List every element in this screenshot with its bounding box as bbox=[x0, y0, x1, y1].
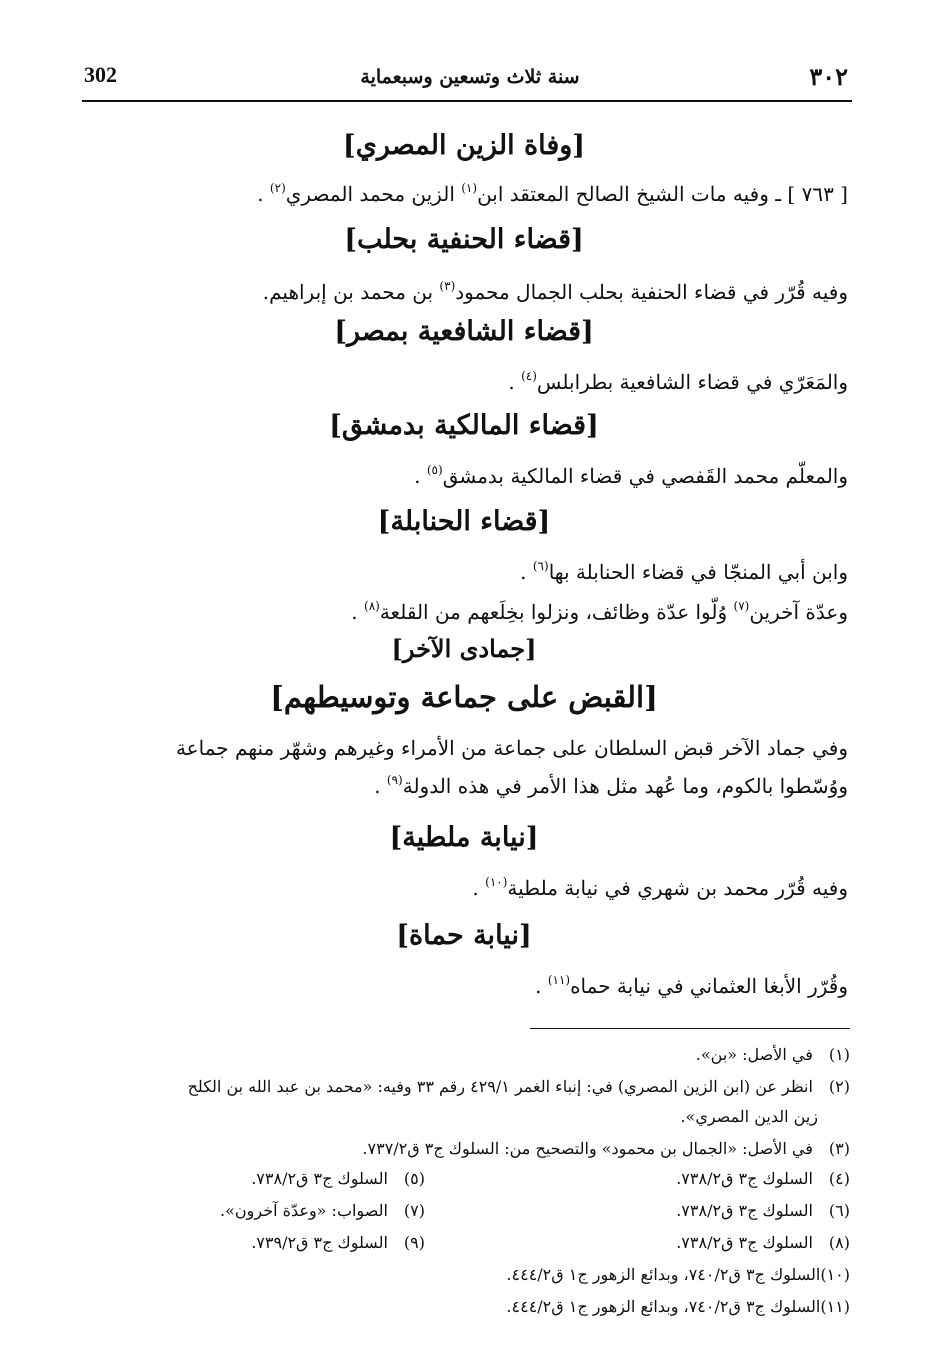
footnote-number: (١١) bbox=[820, 1297, 850, 1316]
header-rule bbox=[82, 100, 852, 102]
page-number-arabic: ٣٠٢ bbox=[809, 62, 848, 91]
footnote-number: (٦) bbox=[828, 1201, 850, 1220]
para-text: والمعلّم محمد القَفصي في قضاء المالكية بدمشق bbox=[442, 464, 848, 488]
footnote-number: (١٠) bbox=[820, 1265, 850, 1284]
footnote bbox=[220, 1196, 425, 1226]
footnote-ref: (٢) bbox=[269, 181, 286, 195]
para-end: . bbox=[472, 876, 486, 900]
paragraph bbox=[80, 594, 848, 630]
para-text: وفيه قُرّر في قضاء الحنفية بحلب الجمال محمود bbox=[455, 280, 848, 304]
paragraph bbox=[80, 554, 848, 590]
footnote-number: (٥) bbox=[403, 1169, 425, 1188]
footnote bbox=[82, 1040, 850, 1070]
section-heading: [جمادى الآخر] bbox=[391, 634, 537, 663]
footnote-ref: (٨) bbox=[364, 599, 380, 613]
footnote-ref: (٤) bbox=[521, 369, 537, 383]
footnote-text: انظر عن (ابن الزين المصري) في: إنباء الغمر ٤٢٩/١ رقم ٣٣ وفيه: «محمد بن عبد الله بن الكلح bbox=[187, 1077, 813, 1096]
footnote-ref: (١١) bbox=[547, 973, 571, 987]
footnote-separator bbox=[530, 1028, 850, 1029]
paragraph bbox=[80, 274, 848, 310]
para-end: . bbox=[535, 974, 548, 998]
footnote bbox=[251, 1228, 425, 1258]
para-end: . bbox=[374, 774, 387, 798]
footnote-number: (٣) bbox=[828, 1139, 850, 1158]
running-title: سنة ثلاث وتسعين وسبعماية bbox=[360, 66, 580, 88]
footnote-text: السلوك ج٣ ق٧٣٨/٢. bbox=[251, 1169, 388, 1188]
section-heading: [قضاء الشافعية بمصر] bbox=[334, 316, 594, 347]
page-number-latin: 302 bbox=[84, 62, 117, 87]
footnote-ref: (١) bbox=[461, 181, 478, 195]
footnote-ref: (٣) bbox=[439, 279, 456, 293]
footnote-number: (١) bbox=[828, 1045, 850, 1064]
footnote-text: في الأصل: «بن». bbox=[695, 1045, 813, 1064]
footnote bbox=[82, 1134, 850, 1164]
footnote-ref: (٩) bbox=[386, 773, 403, 787]
section-heading: [وفاة الزين المصري] bbox=[342, 130, 586, 161]
footnote-row bbox=[82, 1164, 850, 1194]
section-heading: [قضاء المالكية بدمشق] bbox=[329, 410, 599, 441]
footnote-row bbox=[82, 1228, 850, 1258]
para-text: وُلّوا عدّة وظائف، ونزلوا بخِلَعهم من القلعة bbox=[379, 600, 734, 624]
footnote-row bbox=[82, 1196, 850, 1226]
footnote-text: في الأصل: «الجمال بن محمود» والتصحيح من: السلوك ج٣ ق٧٣٧/٢. bbox=[362, 1139, 813, 1158]
para-text: ووُسّطوا بالكوم، وما عُهد مثل هذا الأمر في هذه الدولة bbox=[402, 774, 848, 798]
section-heading: [نيابة ملطية] bbox=[389, 822, 539, 853]
section-heading: [قضاء الحنابلة] bbox=[377, 506, 551, 537]
paragraph bbox=[80, 730, 848, 766]
footnote-text: السلوك ج٣ ق٧٣٨/٢. bbox=[676, 1233, 813, 1252]
para-end: . bbox=[508, 370, 522, 394]
para-end: . bbox=[414, 464, 427, 488]
footnote-ref: (٦) bbox=[532, 559, 549, 573]
footnote-number: (٩) bbox=[403, 1233, 425, 1252]
footnote-number: (٢) bbox=[828, 1077, 850, 1096]
paragraph bbox=[80, 364, 848, 400]
paragraph bbox=[80, 968, 848, 1004]
para-text: وقُرّر الأبغا العثماني في نيابة حماه bbox=[570, 974, 848, 998]
para-text: وفي جماد الآخر قبض السلطان على جماعة من الأمراء وغيرهم وشهّر منهم جماعة bbox=[175, 736, 848, 760]
footnote bbox=[676, 1164, 850, 1194]
para-text: والمَعَرّي في قضاء الشافعية بطرابلس bbox=[536, 370, 848, 394]
footnote bbox=[82, 1260, 850, 1290]
footnote bbox=[82, 1292, 850, 1322]
para-end: . bbox=[351, 600, 364, 624]
footnote-text: السلوك ج٣ ق٧٤٠/٢، وبدائع الزهور ج١ ق٤٤٤/٢. bbox=[506, 1265, 821, 1284]
para-text: وفيه قُرّر محمد بن شهري في نيابة ملطية bbox=[507, 876, 848, 900]
para-text: وابن أبي المنجّا في قضاء الحنابلة بها bbox=[548, 560, 848, 584]
footnote-number: (٧) bbox=[403, 1201, 425, 1220]
paragraph bbox=[80, 870, 848, 906]
para-text: وعدّة آخرين bbox=[749, 600, 848, 624]
footnote-text: السلوك ج٣ ق٧٣٨/٢. bbox=[676, 1201, 813, 1220]
footnote-text: السلوك ج٣ ق٧٤٠/٢، وبدائع الزهور ج١ ق٤٤٤/٢. bbox=[506, 1297, 821, 1316]
footnote-ref: (٧) bbox=[733, 599, 750, 613]
para-end: . bbox=[257, 182, 270, 206]
para-text: الزين محمد المصري bbox=[285, 182, 462, 206]
footnote-number: (٨) bbox=[828, 1233, 850, 1252]
footnote-number: (٤) bbox=[828, 1169, 850, 1188]
section-heading: [القبض على جماعة وتوسيطهم] bbox=[270, 680, 658, 714]
footnote bbox=[82, 1072, 850, 1102]
footnote-ref: (١٠) bbox=[485, 875, 508, 889]
footnote bbox=[676, 1196, 850, 1226]
footnote bbox=[676, 1228, 850, 1258]
paragraph bbox=[80, 458, 848, 494]
section-heading: [نيابة حماة] bbox=[396, 920, 532, 951]
paragraph bbox=[80, 176, 848, 212]
section-heading: [قضاء الحنفية بحلب] bbox=[344, 224, 584, 255]
footnote bbox=[251, 1164, 425, 1194]
para-text: بن محمد بن إبراهيم. bbox=[262, 280, 440, 304]
footnote-text: السلوك ج٣ ق٧٣٨/٢. bbox=[676, 1169, 813, 1188]
footnote-ref: (٥) bbox=[426, 463, 443, 477]
para-text: [ ٧٦٣ ] ـ وفيه مات الشيخ الصالح المعتقد ابن bbox=[477, 182, 848, 206]
footnote-text: الصواب: «وعدّة آخرون». bbox=[220, 1201, 388, 1220]
footnote-continuation: زين الدين المصري». bbox=[680, 1107, 818, 1126]
para-end: . bbox=[520, 560, 533, 584]
footnote-text: السلوك ج٣ ق٧٣٩/٢. bbox=[251, 1233, 388, 1252]
paragraph bbox=[80, 768, 848, 804]
